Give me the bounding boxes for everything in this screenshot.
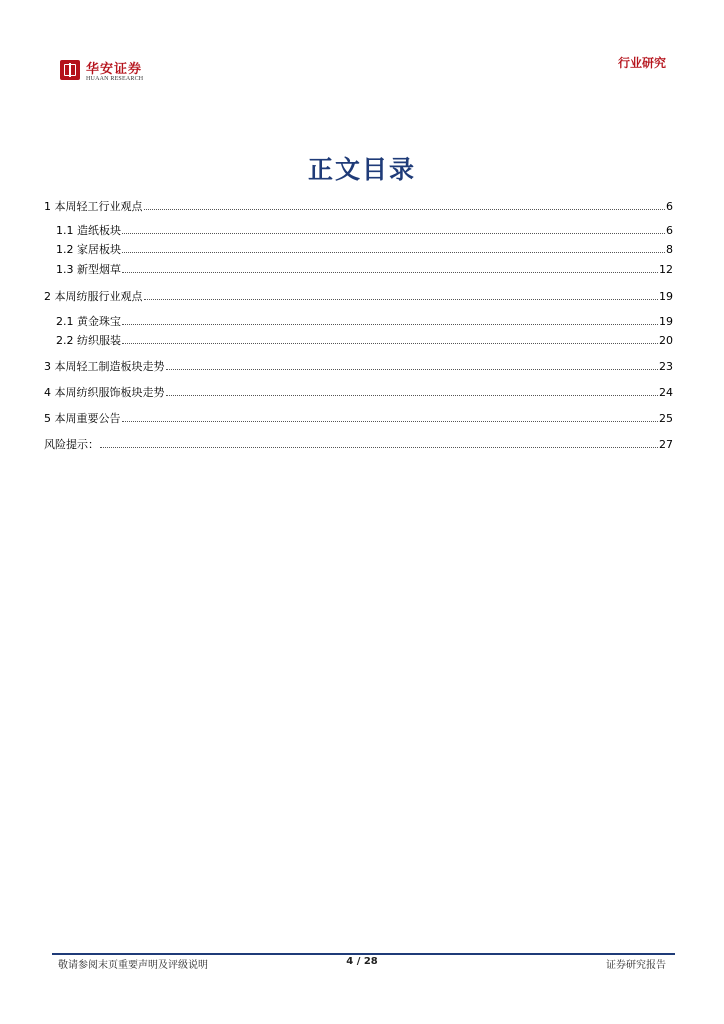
toc-entry-page: 19 — [659, 290, 673, 303]
toc-entry-label: 2.2 纺织服装 — [56, 334, 121, 347]
toc-entry-label: 1 本周轻工行业观点 — [44, 200, 143, 213]
page-header — [0, 0, 724, 100]
logo-english-name: HUAAN RESEARCH — [86, 76, 144, 82]
toc-leader-dots — [122, 411, 659, 422]
toc-entry[interactable] — [44, 385, 673, 399]
company-logo — [60, 60, 152, 86]
toc-entry-page: 6 — [666, 224, 673, 237]
toc-entry-page: 6 — [666, 200, 673, 213]
toc-entry[interactable] — [56, 314, 673, 328]
toc-leader-dots — [122, 242, 665, 253]
toc-entry-page: 20 — [659, 334, 673, 347]
toc-entry[interactable] — [56, 262, 673, 276]
toc-entry-label: 5 本周重要公告 — [44, 412, 121, 425]
toc-leader-dots — [122, 223, 665, 234]
toc-leader-dots — [122, 262, 658, 273]
toc-leader-dots — [122, 314, 658, 325]
toc-title: 正文目录 — [307, 155, 416, 184]
toc-entry-page: 24 — [659, 386, 673, 399]
toc-entry-page: 8 — [666, 243, 673, 256]
toc-entry-label: 3 本周轻工制造板块走势 — [44, 360, 165, 373]
toc-entry-page: 25 — [659, 412, 673, 425]
toc-leader-dots — [144, 289, 659, 300]
toc-entry-page: 23 — [659, 360, 673, 373]
toc-entry[interactable] — [44, 411, 673, 425]
toc-leader-dots — [166, 359, 659, 370]
toc-entry[interactable] — [56, 333, 673, 347]
toc-entry[interactable] — [56, 223, 673, 237]
toc-entry[interactable] — [44, 289, 673, 303]
toc-entry-label: 1.1 造纸板块 — [56, 224, 121, 237]
report-type-label: 行业研究 — [617, 56, 666, 70]
toc-entry-page: 27 — [659, 438, 673, 451]
toc-entry-label: 1.2 家居板块 — [56, 243, 121, 256]
toc-entry[interactable] — [44, 199, 673, 213]
toc-entry-page: 12 — [659, 263, 673, 276]
toc-leader-dots — [122, 333, 658, 344]
toc-entry-label: 4 本周纺织服饰板块走势 — [44, 386, 165, 399]
page-indicator: 4 / 28 — [346, 956, 378, 967]
toc-entry-label: 2.1 黄金珠宝 — [56, 315, 121, 328]
toc-leader-dots — [166, 385, 659, 396]
toc-leader-dots — [100, 437, 658, 448]
toc-entry[interactable] — [44, 359, 673, 373]
toc-entry[interactable] — [44, 437, 673, 451]
toc-leader-dots — [144, 199, 666, 210]
footer-doc-type: 证券研究报告 — [606, 960, 666, 971]
toc-entry-label: 1.3 新型烟草 — [56, 263, 121, 276]
footer-disclaimer: 敬请参阅末页重要声明及评级说明 — [58, 960, 208, 971]
toc-entry[interactable] — [56, 242, 673, 256]
logo-seal-icon — [60, 60, 80, 80]
toc-entry-page: 19 — [659, 315, 673, 328]
logo-chinese-name: 华安证券 — [86, 62, 143, 77]
footer-divider — [52, 953, 675, 955]
toc-entry-label: 风险提示： — [44, 438, 99, 451]
toc-entry-label: 2 本周纺服行业观点 — [44, 290, 143, 303]
